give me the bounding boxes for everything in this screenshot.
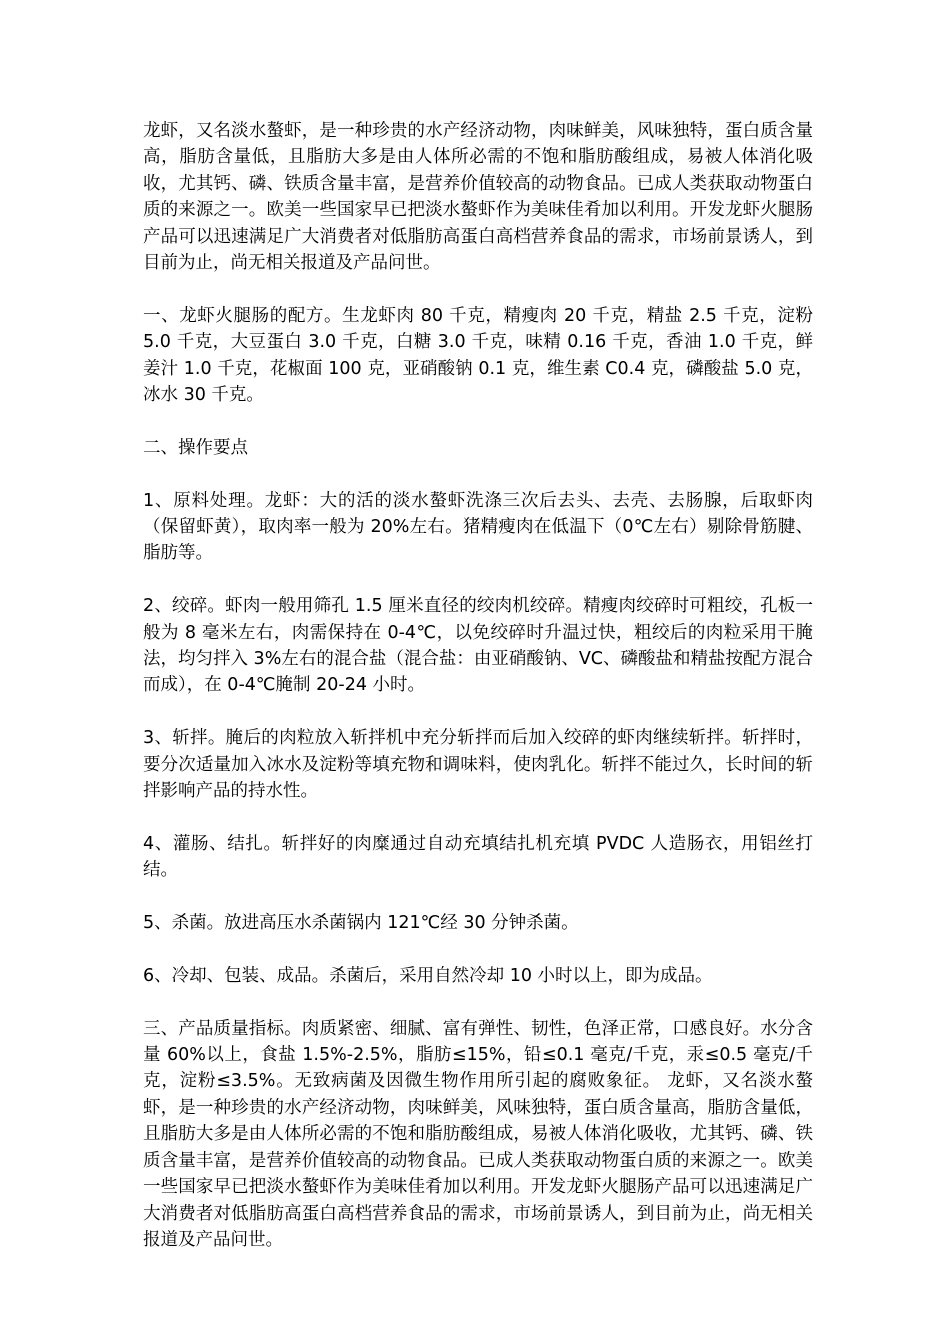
step-casing-paragraph: 4、灌肠、结扎。斩拌好的肉糜通过自动充填结扎机充填 PVDC 人造肠衣，用铝丝打结。 bbox=[143, 833, 813, 881]
step-chopping-paragraph: 3、斩拌。腌后的肉粒放入斩拌机中充分斩拌而后加入绞碎的虾肉继续斩拌。斩拌时，要分次适量加入冰水及淀粉等填充物和调味料，使肉乳化。斩拌不能过久，长时间的斩拌影响产品的持水性。 bbox=[143, 728, 813, 802]
quality-standards-paragraph: 三、产品质量指标。肉质紧密、细腻、富有弹性、韧性，色泽正常，口感良好。水分含量 60%以上，食盐 1.5%-2.5%，脂肪≤15%，铅≤0.1 毫克/千克，汞≤0.5 毫克/千克，淀粉≤3.5%。无致病菌及因微生物作用所引起的腐败象征。 龙虾，又名淡水螯虾，是一种珍贵的水产经济动物，肉味鲜美，风味独特，蛋白质含量高，脂肪含量低，且脂肪大多是由人体所必需的不饱和脂肪酸组成，易被人体消化吸收，尤其钙、磷、铁质含量丰富，是营养价值较高的动物食品。已成人类获取动物蛋白质的来源之一。欧美一些国家早已把淡水螯虾作为美味佳肴加以利用。开发龙虾火腿肠产品可以迅速满足广大消费者对低脂肪高蛋白高档营养食品的需求，市场前景诱人，到目前为止，尚无相关报道及产品问世。 bbox=[143, 1018, 813, 1250]
step-grinding-paragraph: 2、绞碎。虾肉一般用筛孔 1.5 厘米直径的绞肉机绞碎。精瘦肉绞碎时可粗绞，孔板一般为 8 毫米左右，肉需保持在 0-4℃，以免绞碎时升温过快，粗绞后的肉粒采用干腌法，均匀拌入 3%左右的混合盐（混合盐：由亚硝酸钠、VC、磷酸盐和精盐按配方混合而成），在 0-4℃腌制 20-24 小时。 bbox=[143, 596, 814, 696]
document-page bbox=[143, 118, 813, 1253]
recipe-paragraph: 一、龙虾火腿肠的配方。生龙虾肉 80 千克，精瘦肉 20 千克，精盐 2.5 千克，淀粉 5.0 千克，大豆蛋白 3.0 千克，白糖 3.0 千克，味精 0.16 千克，香油 1.0 千克，鲜姜汁 1.0 千克，花椒面 100 克，亚硝酸钠 0.1 克，维生素 C0.4 克，磷酸盐 5.0 克，冰水 30 千克。 bbox=[143, 305, 813, 406]
step-sterilization-paragraph: 5、杀菌。放进高压水杀菌锅内 121℃经 30 分钟杀菌。 bbox=[143, 913, 579, 934]
section-heading-operation-points: 二、操作要点 bbox=[143, 437, 248, 458]
step-raw-material-paragraph: 1、原料处理。龙虾：大的活的淡水螯虾洗涤三次后去头、去壳、去肠腺，后取虾肉（保留虾黄），取肉率一般为 20%左右。猪精瘦肉在低温下（0℃左右）剔除骨筋腱、脂肪等。 bbox=[143, 490, 813, 564]
intro-paragraph: 龙虾，又名淡水螯虾，是一种珍贵的水产经济动物，肉味鲜美，风味独特，蛋白质含量高，脂肪含量低，且脂肪大多是由人体所必需的不饱和脂肪酸组成，易被人体消化吸收，尤其钙、磷、铁质含量丰富，是营养价值较高的动物食品。已成人类获取动物蛋白质的来源之一。欧美一些国家早已把淡水螯虾作为美味佳肴加以利用。开发龙虾火腿肠产品可以迅速满足广大消费者对低脂肪高蛋白高档营养食品的需求，市场前景诱人，到目前为止，尚无相关报道及产品问世。 bbox=[143, 121, 813, 274]
step-cooling-paragraph: 6、冷却、包装、成品。杀菌后，采用自然冷却 10 小时以上，即为成品。 bbox=[143, 965, 713, 986]
